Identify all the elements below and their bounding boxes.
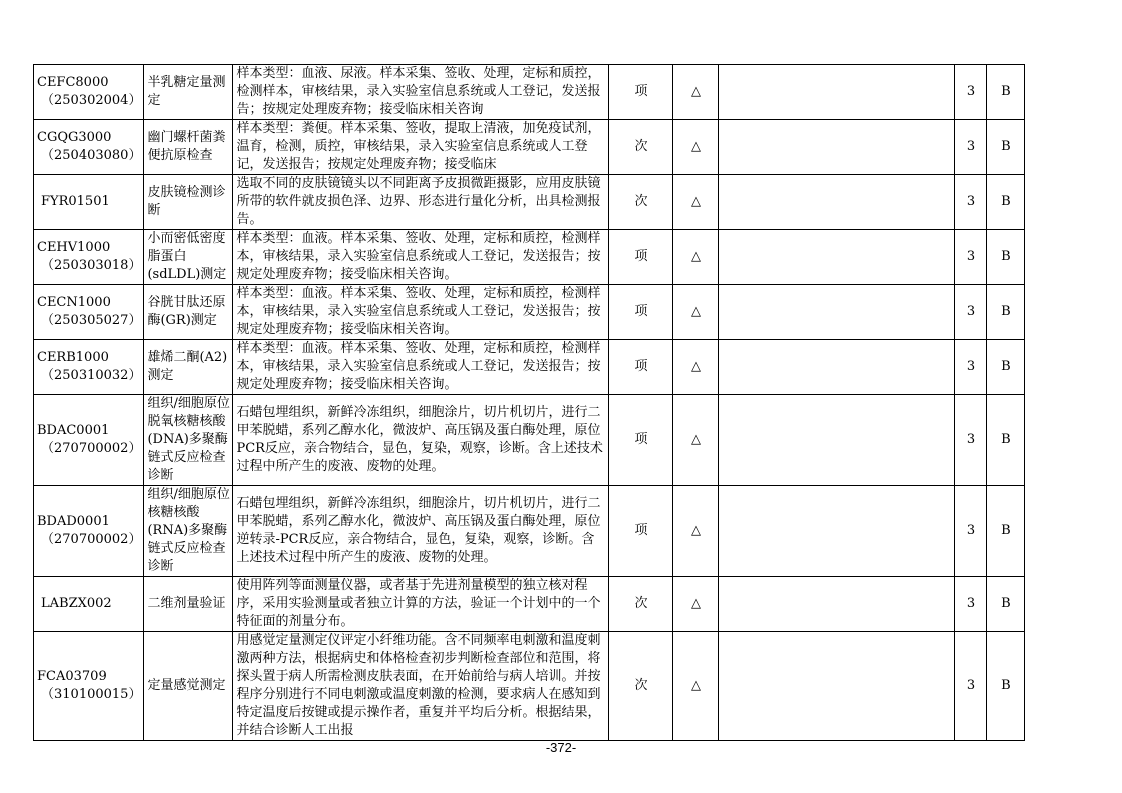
item-code-cell: CEHV1000 （250303018） — [34, 230, 144, 285]
item-code-cell: FCA03709 （310100015） — [34, 632, 144, 741]
category-cell: B — [987, 340, 1025, 395]
table-row — [34, 395, 1025, 486]
marker-cell: △ — [673, 340, 719, 395]
marker-cell: △ — [673, 632, 719, 741]
price-cell — [719, 632, 955, 741]
item-code-cell: LABZX002 — [34, 577, 144, 632]
unit-cell: 次 — [609, 577, 673, 632]
unit-cell: 次 — [609, 175, 673, 230]
grade-cell: 3 — [955, 285, 987, 340]
grade-cell: 3 — [955, 120, 987, 175]
table-row — [34, 65, 1025, 120]
unit-cell: 项 — [609, 65, 673, 120]
grade-cell: 3 — [955, 230, 987, 285]
item-description-cell: 样本类型：血液。样本采集、签收、处理，定标和质控，检测样本，审核结果，录入实验室信息系统或人工登记，发送报告；按规定处理废弃物；接受临床相关咨询。 — [233, 340, 609, 395]
grade-cell: 3 — [955, 175, 987, 230]
category-cell: B — [987, 486, 1025, 577]
item-name-cell: 组织/细胞原位核糖核酸(RNA)多聚酶链式反应检查诊断 — [144, 486, 233, 577]
unit-cell: 项 — [609, 340, 673, 395]
category-cell: B — [987, 120, 1025, 175]
page-number: -372- — [545, 740, 577, 755]
unit-cell: 项 — [609, 285, 673, 340]
item-description-cell: 用感觉定量测定仪评定小纤维功能。含不同频率电刺激和温度刺激两种方法，根据病史和体格检查初步判断检查部位和范围，将探头置于病人所需检测皮肤表面，在开始前给与病人培训。并按程序分别进行不同电刺激或温度刺激的检测，要求病人在感知到特定温度后按键或提示操作者，重复并平均后分析。根据结果，并结合诊断人工出报 — [233, 632, 609, 741]
grade-cell: 3 — [955, 577, 987, 632]
item-code-cell: BDAC0001 （270700002） — [34, 395, 144, 486]
price-cell — [719, 486, 955, 577]
table-row — [34, 175, 1025, 230]
unit-cell: 次 — [609, 120, 673, 175]
item-description-cell: 样本类型：血液。样本采集、签收、处理，定标和质控，检测样本，审核结果，录入实验室信息系统或人工登记，发送报告；按规定处理废弃物；接受临床相关咨询。 — [233, 230, 609, 285]
marker-cell: △ — [673, 395, 719, 486]
item-code-cell: CGQG3000 （250403080） — [34, 120, 144, 175]
price-cell — [719, 175, 955, 230]
item-name-cell: 幽门螺杆菌粪便抗原检查 — [144, 120, 233, 175]
item-name-cell: 半乳糖定量测定 — [144, 65, 233, 120]
item-name-cell: 皮肤镜检测诊断 — [144, 175, 233, 230]
item-name-cell: 雄烯二酮(A2)测定 — [144, 340, 233, 395]
item-code-cell: CERB1000 （250310032） — [34, 340, 144, 395]
category-cell: B — [987, 65, 1025, 120]
item-description-cell: 样本类型：粪便。样本采集、签收，提取上清液，加免疫试剂，温育，检测，质控，审核结果，录入实验室信息系统或人工登记，发送报告；按规定处理废弃物；接受临床 — [233, 120, 609, 175]
item-code-cell: CEFC8000 （250302004） — [34, 65, 144, 120]
table-row — [34, 120, 1025, 175]
price-cell — [719, 230, 955, 285]
item-name-cell: 定量感觉测定 — [144, 632, 233, 741]
item-description-cell: 石蜡包埋组织，新鲜冷冻组织，细胞涂片，切片机切片，进行二甲苯脱蜡，系列乙醇水化，微波炉、高压锅及蛋白酶处理，原位PCR反应，亲合物结合，显色，复染，观察，诊断。含上述技术过程中所产生的废液、废物的处理。 — [233, 395, 609, 486]
price-cell — [719, 285, 955, 340]
grade-cell: 3 — [955, 395, 987, 486]
item-name-cell: 谷胱甘肽还原酶(GR)测定 — [144, 285, 233, 340]
category-cell: B — [987, 577, 1025, 632]
item-description-cell: 选取不同的皮肤镜镜头以不同距离予皮损微距摄影，应用皮肤镜所带的软件就皮损色泽、边界、形态进行量化分析，出具检测报告。 — [233, 175, 609, 230]
table-row — [34, 230, 1025, 285]
category-cell: B — [987, 285, 1025, 340]
marker-cell: △ — [673, 65, 719, 120]
table-row — [34, 486, 1025, 577]
marker-cell: △ — [673, 175, 719, 230]
category-cell: B — [987, 230, 1025, 285]
unit-cell: 项 — [609, 230, 673, 285]
marker-cell: △ — [673, 486, 719, 577]
marker-cell: △ — [673, 285, 719, 340]
price-cell — [719, 340, 955, 395]
item-description-cell: 石蜡包埋组织，新鲜冷冻组织，细胞涂片，切片机切片，进行二甲苯脱蜡，系列乙醇水化，微波炉、高压锅及蛋白酶处理，原位逆转录-PCR反应，亲合物结合，显色，复染，观察，诊断。含上述技术过程中所产生的废液、废物的处理。 — [233, 486, 609, 577]
marker-cell: △ — [673, 120, 719, 175]
fee-table — [33, 64, 1025, 741]
item-description-cell: 样本类型：血液、尿液。样本采集、签收、处理，定标和质控，检测样本，审核结果，录入实验室信息系统或人工登记，发送报告；按规定处理废弃物；接受临床相关咨询 — [233, 65, 609, 120]
marker-cell: △ — [673, 577, 719, 632]
table-row — [34, 340, 1025, 395]
price-cell — [719, 120, 955, 175]
item-description-cell: 使用阵列等面测量仪器，或者基于先进剂量模型的独立核对程序，采用实验测量或者独立计算的方法，验证一个计划中的一个特征面的剂量分布。 — [233, 577, 609, 632]
item-code-cell: BDAD0001 （270700002） — [34, 486, 144, 577]
item-name-cell: 小而密低密度脂蛋白(sdLDL)测定 — [144, 230, 233, 285]
table-row — [34, 285, 1025, 340]
marker-cell: △ — [673, 230, 719, 285]
item-code-cell: FYR01501 — [34, 175, 144, 230]
price-cell — [719, 65, 955, 120]
category-cell: B — [987, 632, 1025, 741]
table-row — [34, 577, 1025, 632]
item-code-cell: CECN1000 （250305027） — [34, 285, 144, 340]
unit-cell: 项 — [609, 395, 673, 486]
unit-cell: 次 — [609, 632, 673, 741]
item-name-cell: 二维剂量验证 — [144, 577, 233, 632]
table-row — [34, 632, 1025, 741]
unit-cell: 项 — [609, 486, 673, 577]
price-cell — [719, 395, 955, 486]
item-description-cell: 样本类型：血液。样本采集、签收、处理，定标和质控，检测样本，审核结果，录入实验室信息系统或人工登记，发送报告；按规定处理废弃物；接受临床相关咨询。 — [233, 285, 609, 340]
grade-cell: 3 — [955, 65, 987, 120]
category-cell: B — [987, 175, 1025, 230]
price-cell — [719, 577, 955, 632]
grade-cell: 3 — [955, 340, 987, 395]
grade-cell: 3 — [955, 486, 987, 577]
item-name-cell: 组织/细胞原位脱氧核糖核酸(DNA)多聚酶链式反应检查诊断 — [144, 395, 233, 486]
grade-cell: 3 — [955, 632, 987, 741]
category-cell: B — [987, 395, 1025, 486]
